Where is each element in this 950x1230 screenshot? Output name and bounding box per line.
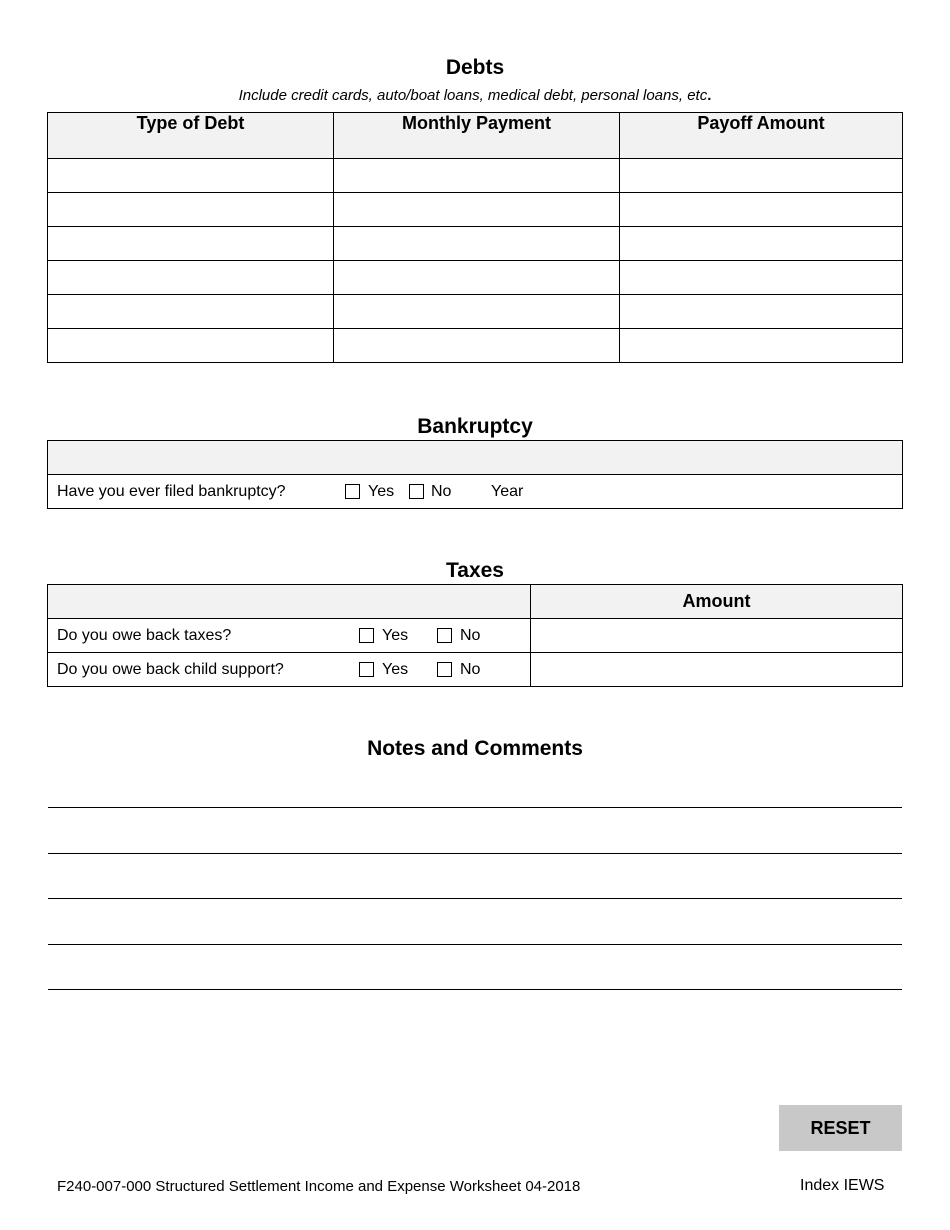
debt-row xyxy=(48,295,903,329)
bankruptcy-question: Have you ever filed bankruptcy? xyxy=(57,483,286,500)
debt-payoff-cell[interactable] xyxy=(620,159,903,193)
debt-type-cell[interactable] xyxy=(48,295,334,329)
child-support-no-label: No xyxy=(460,661,481,678)
taxes-header-blank xyxy=(48,585,531,619)
back-taxes-yes-label: Yes xyxy=(382,627,409,644)
notes-bottom-line xyxy=(48,989,902,990)
debt-monthly-cell[interactable] xyxy=(334,295,620,329)
footer-index: Index IEWS xyxy=(800,1177,885,1194)
debt-monthly-cell[interactable] xyxy=(334,261,620,295)
back-taxes-no-label: No xyxy=(460,627,481,644)
bankruptcy-title: Bankruptcy xyxy=(417,415,533,438)
back-taxes-amount-cell[interactable] xyxy=(531,619,903,653)
bankruptcy-yes-label: Yes xyxy=(368,483,395,500)
debt-monthly-cell[interactable] xyxy=(334,227,620,261)
debt-row xyxy=(48,159,903,193)
child-support-question: Do you owe back child support? xyxy=(57,661,284,678)
footer-form-id: F240-007-000 Structured Settlement Income and Expense Worksheet 04-2018 xyxy=(57,1178,581,1195)
debt-type-cell[interactable] xyxy=(48,261,334,295)
debt-row xyxy=(48,227,903,261)
debts-title: Debts xyxy=(445,56,505,79)
back-taxes-question: Do you owe back taxes? xyxy=(57,627,232,644)
debt-type-cell[interactable] xyxy=(48,227,334,261)
back-taxes-yes-checkbox[interactable] xyxy=(359,628,374,643)
debts-subtitle-period: . xyxy=(707,87,712,104)
notes-line[interactable] xyxy=(48,944,902,945)
debts-table xyxy=(47,112,903,363)
debts-col-monthly: Monthly Payment xyxy=(334,113,620,159)
reset-button[interactable]: RESET xyxy=(779,1105,902,1151)
debt-type-cell[interactable] xyxy=(48,193,334,227)
debts-col-type: Type of Debt xyxy=(48,113,334,159)
bankruptcy-no-checkbox[interactable] xyxy=(409,484,424,499)
debt-monthly-cell[interactable] xyxy=(334,329,620,363)
debt-row xyxy=(48,193,903,227)
debt-payoff-cell[interactable] xyxy=(620,261,903,295)
debt-row xyxy=(48,329,903,363)
bankruptcy-header-band xyxy=(48,441,903,475)
bankruptcy-no-label: No xyxy=(431,483,452,500)
notes-title: Notes and Comments xyxy=(367,737,583,760)
debts-subtitle xyxy=(0,87,950,104)
notes-line[interactable] xyxy=(48,807,902,808)
bankruptcy-year-label: Year xyxy=(491,483,524,500)
debt-row xyxy=(48,261,903,295)
back-taxes-no-checkbox[interactable] xyxy=(437,628,452,643)
bankruptcy-year-field[interactable] xyxy=(536,483,836,503)
debt-payoff-cell[interactable] xyxy=(620,193,903,227)
debt-monthly-cell[interactable] xyxy=(334,159,620,193)
debts-subtitle-text: Include credit cards, auto/boat loans, medical debt, personal loans, etc xyxy=(238,87,708,104)
debt-type-cell[interactable] xyxy=(48,159,334,193)
child-support-amount-cell[interactable] xyxy=(531,653,903,687)
taxes-amount-header: Amount xyxy=(531,585,903,619)
child-support-no-checkbox[interactable] xyxy=(437,662,452,677)
child-support-yes-label: Yes xyxy=(382,661,409,678)
taxes-title: Taxes xyxy=(446,559,504,582)
notes-line[interactable] xyxy=(48,898,902,899)
debt-payoff-cell[interactable] xyxy=(620,227,903,261)
debt-monthly-cell[interactable] xyxy=(334,193,620,227)
debt-type-cell[interactable] xyxy=(48,329,334,363)
debts-col-payoff: Payoff Amount xyxy=(620,113,903,159)
bankruptcy-yes-checkbox[interactable] xyxy=(345,484,360,499)
notes-line[interactable] xyxy=(48,853,902,854)
debt-payoff-cell[interactable] xyxy=(620,329,903,363)
debt-payoff-cell[interactable] xyxy=(620,295,903,329)
child-support-yes-checkbox[interactable] xyxy=(359,662,374,677)
